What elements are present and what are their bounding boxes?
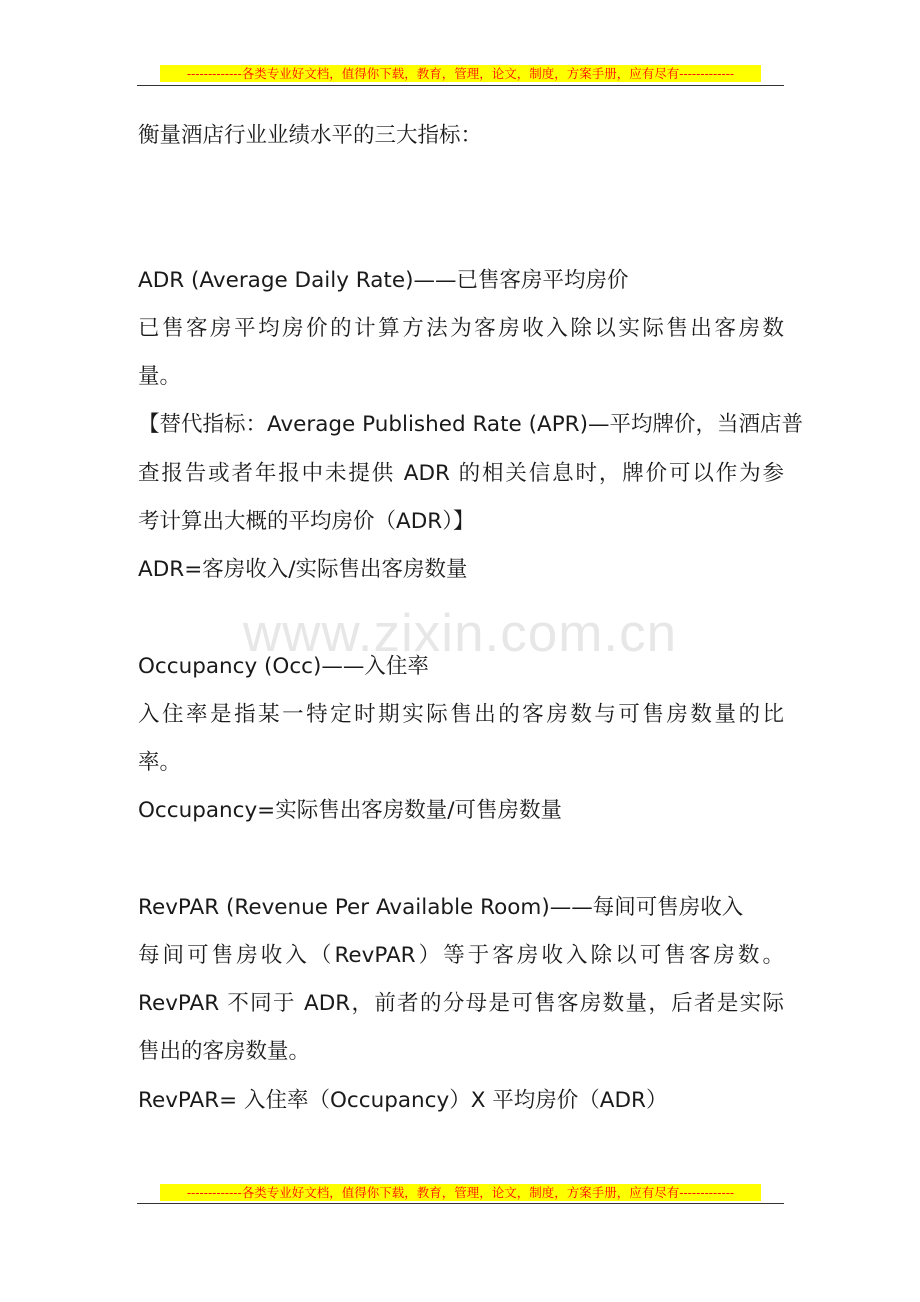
adr-alternative-line: 考计算出大概的平均房价（ADR）】	[138, 509, 475, 534]
occupancy-description-line: 入住率是指某一特定时期实际售出的客房数与可售房数量的比	[138, 702, 784, 727]
watermark: www.zixin.com.cn	[242, 604, 678, 663]
adr-description-line: 量。	[138, 364, 182, 389]
footer-rule	[137, 1203, 784, 1204]
revpar-description-line: 每间可售房收入（RevPAR）等于客房收入除以可售客房数。	[138, 943, 784, 968]
document-title: 衡量酒店行业业绩水平的三大指标：	[138, 123, 483, 148]
header-rule	[137, 85, 784, 86]
occupancy-description-line: 率。	[138, 750, 182, 775]
adr-alternative-line: 查报告或者年报中未提供 ADR 的相关信息时，牌价可以作为参	[138, 461, 784, 486]
adr-alternative-line: 【替代指标：Average Published Rate (APR)—平均牌价，当酒店普	[138, 412, 803, 437]
revpar-description-line: RevPAR 不同于 ADR，前者的分母是可售客房数量，后者是实际	[138, 991, 784, 1016]
footer-banner: -------------各类专业好文档，值得你下载，教育，管理，论文，制度，方案手册，应有尽有-------------	[160, 1184, 761, 1201]
adr-description-line: 已售客房平均房价的计算方法为客房收入除以实际售出客房数	[138, 316, 784, 341]
occupancy-heading: Occupancy (Occ)——入住率	[138, 654, 429, 679]
adr-formula: ADR=客房收入/实际售出客房数量	[138, 557, 468, 582]
header-banner: -------------各类专业好文档，值得你下载，教育，管理，论文，制度，方案手册，应有尽有-------------	[160, 65, 761, 82]
revpar-description-line: 售出的客房数量。	[138, 1039, 311, 1064]
adr-heading: ADR (Average Daily Rate)——已售客房平均房价	[138, 268, 629, 293]
occupancy-formula: Occupancy=实际售出客房数量/可售房数量	[138, 798, 562, 823]
revpar-formula: RevPAR= 入住率（Occupancy）X 平均房价（ADR）	[138, 1088, 668, 1113]
revpar-heading: RevPAR (Revenue Per Available Room)——每间可售房收入	[138, 895, 744, 920]
